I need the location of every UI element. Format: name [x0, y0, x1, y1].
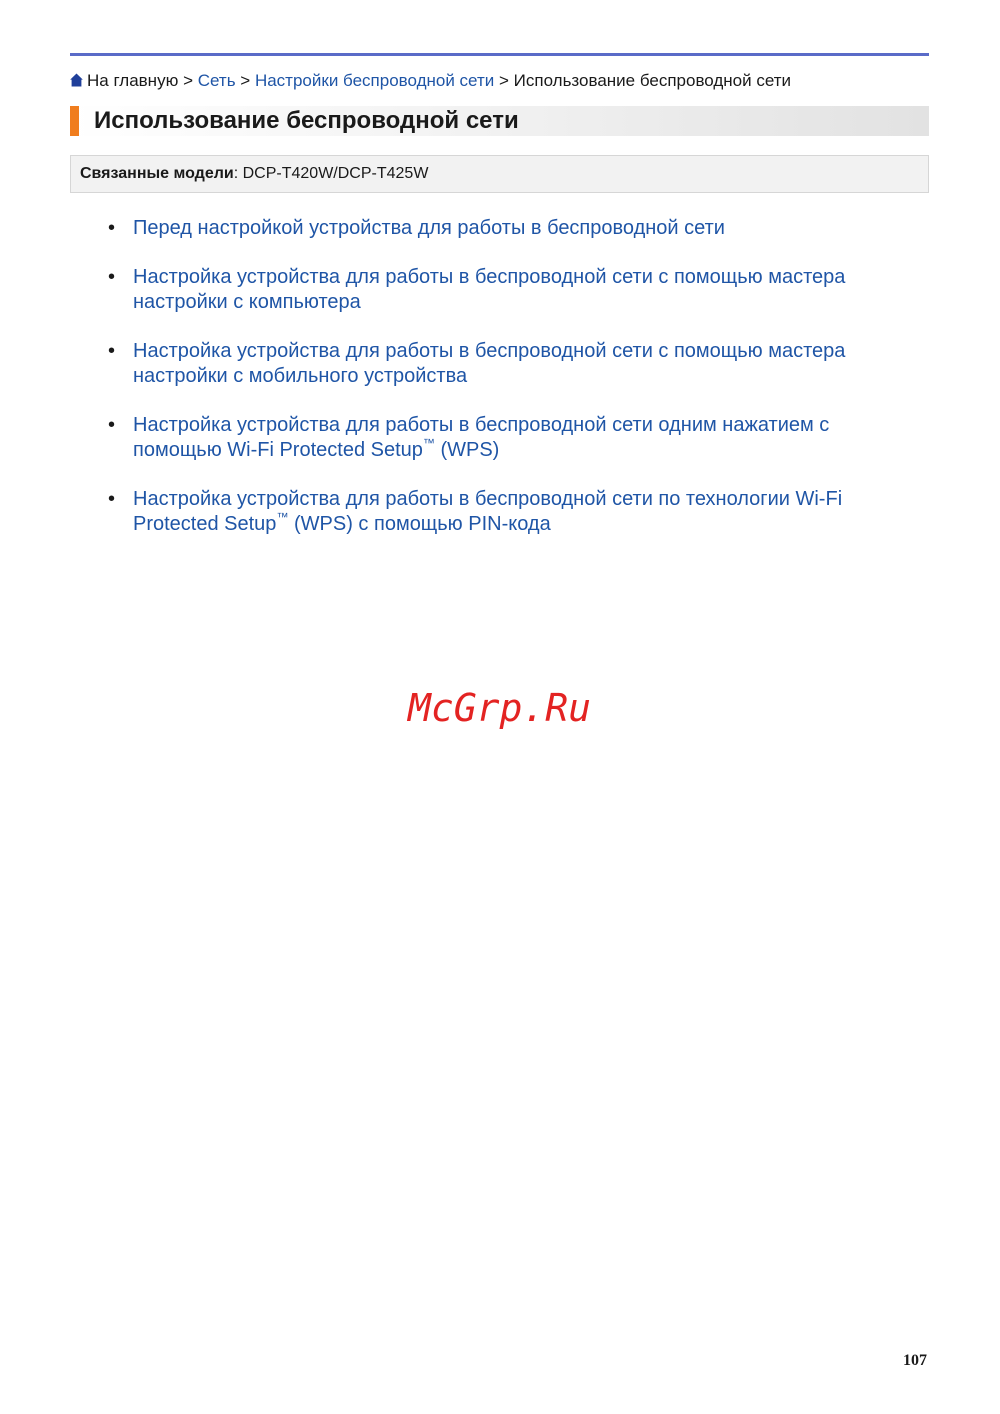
breadcrumb	[70, 71, 791, 91]
title-accent	[70, 106, 79, 136]
link-wps-pin-suffix: (WPS) с помощью PIN-кода	[288, 513, 551, 535]
bullet: •	[108, 488, 116, 510]
breadcrumb-separator: >	[498, 71, 509, 90]
link-list	[108, 216, 868, 561]
link-before-wireless-setup[interactable]: Перед настройкой устройства для работы в беспроводной сети	[133, 217, 725, 239]
breadcrumb-current: Использование беспроводной сети	[513, 71, 792, 90]
list-item	[108, 265, 868, 315]
related-models-text	[80, 165, 428, 183]
breadcrumb-separator: >	[183, 71, 193, 90]
bullet: •	[108, 414, 116, 436]
page-title: Использование беспроводной сети	[94, 107, 519, 134]
link-setup-wizard-mobile[interactable]: Настройка устройства для работы в беспроводной сети с помощью мастера настройки с мобильного устройства	[133, 340, 846, 387]
bullet: •	[108, 217, 116, 239]
bullet: •	[108, 266, 116, 288]
related-models-value: DCP-T420W/DCP-T425W	[242, 165, 429, 182]
link-wps-pin[interactable]	[133, 488, 842, 535]
bullet: •	[108, 340, 116, 362]
page-number: 107	[903, 1352, 927, 1369]
list-item	[108, 413, 868, 463]
breadcrumb-home[interactable]: На главную	[87, 71, 179, 90]
trademark-symbol: ™	[422, 436, 435, 450]
related-models-colon: :	[233, 165, 243, 182]
top-rule	[70, 53, 929, 56]
watermark: McGrp.Ru	[408, 686, 592, 730]
link-wps-one-push[interactable]	[133, 414, 829, 461]
title-bar	[70, 106, 929, 136]
related-models-label: Связанные модели	[80, 165, 234, 182]
related-models-box	[70, 155, 929, 193]
home-icon[interactable]	[70, 72, 83, 86]
trademark-symbol: ™	[276, 510, 289, 524]
breadcrumb-wireless-settings[interactable]: Настройки беспроводной сети	[254, 71, 495, 90]
list-item	[108, 339, 868, 389]
link-setup-wizard-computer[interactable]: Настройка устройства для работы в беспроводной сети с помощью мастера настройки с компьютера	[133, 266, 846, 313]
link-wps-one-push-suffix: (WPS)	[434, 439, 500, 461]
list-item	[108, 216, 868, 241]
breadcrumb-separator: >	[240, 71, 251, 90]
link-wps-pin-text: Настройка устройства для работы в беспроводной сети по технологии Wi-Fi Protected Setup	[133, 488, 843, 535]
list-item	[108, 487, 868, 537]
breadcrumb-network[interactable]: Сеть	[197, 71, 236, 90]
link-wps-one-push-text: Настройка устройства для работы в беспроводной сети одним нажатием с помощью Wi-Fi Protected Setup	[133, 414, 830, 461]
